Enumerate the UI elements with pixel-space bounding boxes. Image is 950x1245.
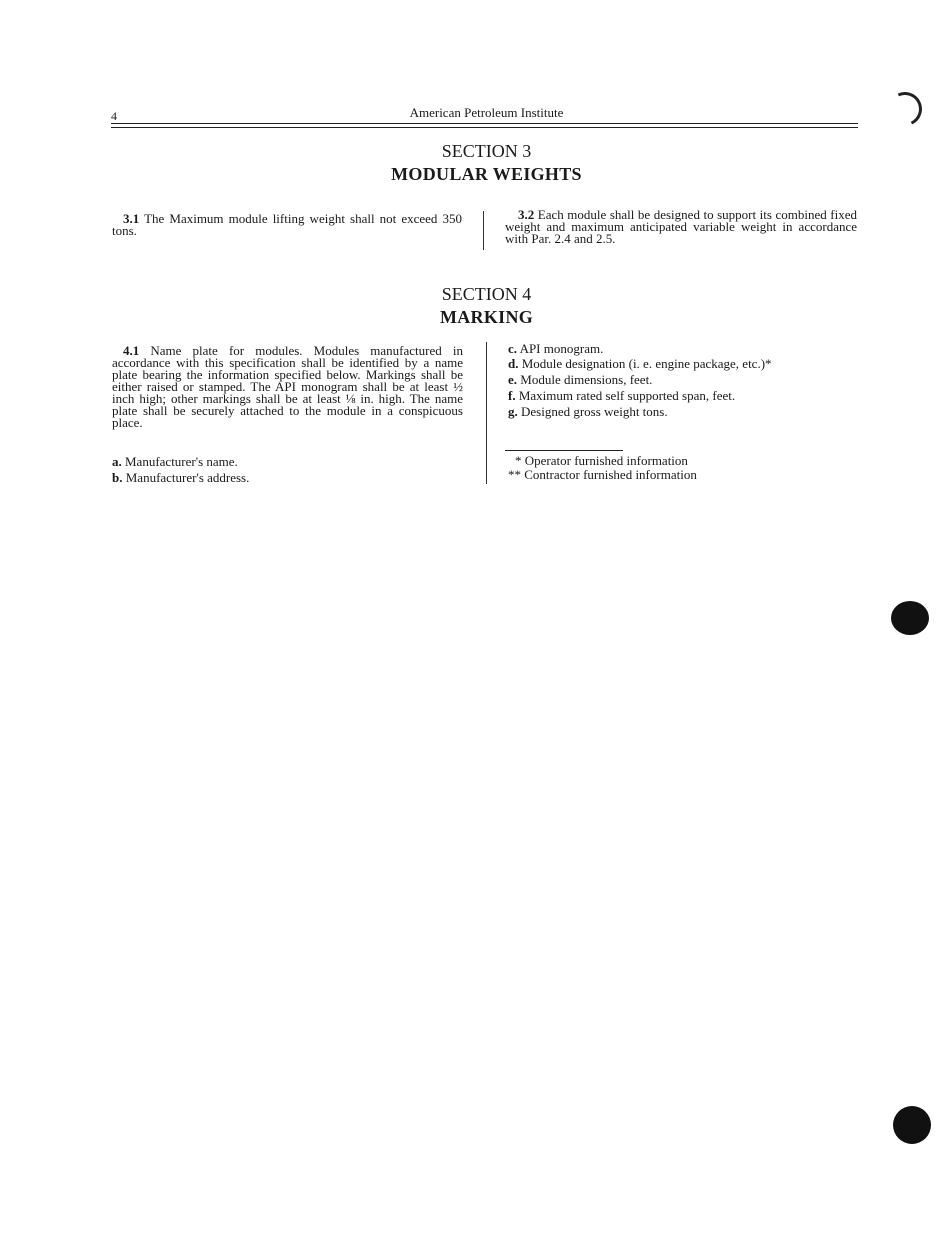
- section-4-title: MARKING: [439, 307, 534, 327]
- list-item-text: Module designation (i. e. engine package, etc.)*: [518, 356, 772, 371]
- list-item-text: Manufacturer's name.: [121, 454, 238, 469]
- paragraph-text: Each module shall be designed to support its combined fixed weight and maximum anticipated variable weight in accordance with Par. 2.4 and 2.5.: [505, 207, 857, 246]
- paragraph-3-1: [112, 213, 462, 237]
- footnote: * Operator furnished information: [515, 453, 688, 468]
- column-divider: [486, 342, 487, 484]
- paragraph-text: The Maximum module lifting weight shall not exceed 350 tons.: [112, 211, 462, 238]
- list-item-text: Module dimensions, feet.: [517, 372, 653, 387]
- list-item-letter: b.: [112, 470, 123, 485]
- list-item-text: Manufacturer's address.: [122, 470, 250, 485]
- list-item: [508, 341, 603, 357]
- header-rule: [111, 127, 858, 128]
- list-item-letter: f.: [508, 388, 516, 403]
- list-item: [508, 372, 652, 388]
- list-item-text: Maximum rated self supported span, feet.: [515, 388, 736, 403]
- section-3-label: SECTION 3: [441, 141, 532, 161]
- paragraph-3-2: [505, 209, 857, 245]
- list-item-letter: g.: [508, 404, 518, 419]
- list-item-letter: e.: [508, 372, 518, 387]
- paragraph-number: 3.2: [518, 207, 535, 222]
- hole-punch-mark: [893, 1106, 931, 1144]
- header-rule: [111, 123, 858, 124]
- hole-punch-mark: [883, 87, 927, 131]
- section-4-label: SECTION 4: [441, 284, 532, 304]
- paragraph-4-1: [112, 345, 463, 429]
- list-item: [112, 454, 238, 470]
- hole-punch-mark: [891, 601, 929, 635]
- column-divider: [483, 211, 484, 250]
- list-item-letter: a.: [112, 454, 122, 469]
- list-item: [508, 356, 772, 372]
- page-number: 4: [111, 109, 117, 123]
- footnote-rule: [505, 450, 623, 451]
- list-item-text: Designed gross weight tons.: [517, 404, 668, 419]
- section-3-title: MODULAR WEIGHTS: [391, 164, 582, 184]
- list-item-text: API monogram.: [517, 341, 604, 356]
- paragraph-number: 3.1: [123, 211, 140, 226]
- list-item: [112, 470, 249, 486]
- paragraph-text: Name plate for modules. Modules manufactured in accordance with this specification shall be identified by a name plate bearing the information specified below. Markings shall be either raised or stamped. The API monogram shall be at least ½ inch high; other markings shall be at least ⅛ in. high. The name plate shall be securely attached to the module in a conspicuous place.: [112, 343, 463, 430]
- list-item-letter: c.: [508, 341, 518, 356]
- running-head: American Petroleum Institute: [409, 105, 564, 120]
- paragraph-number: 4.1: [123, 343, 140, 358]
- list-item: [508, 388, 735, 404]
- footnote: ** Contractor furnished information: [508, 467, 697, 482]
- list-item: [508, 404, 668, 420]
- list-item-letter: d.: [508, 356, 519, 371]
